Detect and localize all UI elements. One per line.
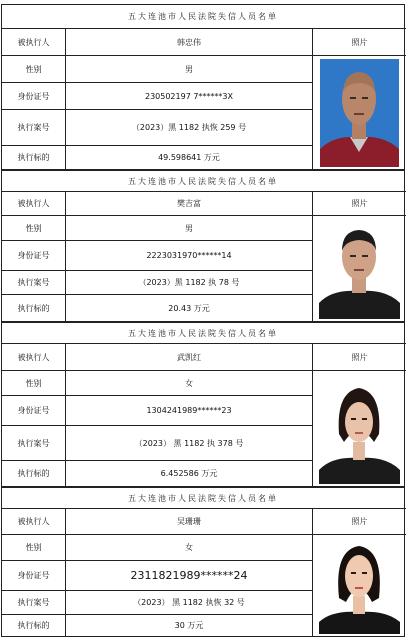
- value-id: 230502197 7******3X: [66, 83, 313, 109]
- record-title: 五大连池市人民法院失信人员名单: [128, 12, 278, 21]
- label-amount: 执行标的: [2, 295, 66, 321]
- person-photo-icon: [314, 217, 405, 321]
- value-case: （2023）黑 1182 执恢 259 号: [66, 110, 313, 145]
- value-case: （2023） 黑 1182 执恢 32 号: [66, 591, 313, 614]
- person-photo: [313, 55, 406, 169]
- record-title: 五大连池市人民法院失信人员名单: [128, 176, 278, 186]
- label-id: 身份证号: [2, 396, 66, 425]
- row-id: [2, 240, 313, 270]
- label-id: 身份证号: [2, 83, 66, 109]
- label-case: 执行案号: [2, 591, 66, 614]
- label-case: 执行案号: [2, 271, 66, 294]
- row-case: [2, 425, 313, 460]
- row-gender: [2, 370, 313, 395]
- value-name: 吴珊珊: [66, 509, 313, 534]
- label-name: 被执行人: [2, 29, 66, 55]
- value-amount: 6.452586 万元: [66, 461, 313, 486]
- label-id: 身份证号: [2, 241, 66, 270]
- photo-label: 照片: [313, 343, 406, 370]
- label-case: 执行案号: [2, 110, 66, 145]
- value-gender: 女: [66, 371, 313, 395]
- row-amount: [2, 614, 313, 636]
- record-3: [1, 322, 405, 487]
- label-amount: 执行标的: [2, 615, 66, 636]
- photo-label: 照片: [313, 28, 406, 55]
- record-title: 五大连池市人民法院失信人员名单: [128, 328, 278, 338]
- record-4: [1, 487, 405, 637]
- record-title: 五大连池市人民法院失信人员名单: [128, 493, 278, 503]
- record-1: [1, 4, 405, 170]
- value-case: （2023） 黑 1182 执 378 号: [66, 426, 313, 460]
- person-photo: [313, 215, 406, 321]
- value-name: 武凯红: [66, 344, 313, 370]
- value-id: 2223031970******14: [66, 241, 313, 270]
- value-gender: 男: [66, 216, 313, 240]
- label-gender: 性别: [2, 216, 66, 240]
- row-id: [2, 560, 313, 590]
- value-amount: 30 万元: [66, 615, 313, 636]
- value-id: 2311821989******24: [66, 561, 313, 590]
- value-gender: 男: [66, 56, 313, 82]
- person-photo: [313, 370, 406, 486]
- photo-label: 照片: [313, 508, 406, 534]
- value-name: 韩忠伟: [66, 29, 313, 55]
- label-gender: 性别: [2, 535, 66, 560]
- person-photo-icon: [314, 57, 405, 169]
- record-2: [1, 170, 405, 322]
- row-gender: [2, 215, 313, 240]
- person-photo-icon: [314, 536, 405, 636]
- label-gender: 性别: [2, 371, 66, 395]
- value-id: 1304241989******23: [66, 396, 313, 425]
- row-amount: [2, 294, 313, 321]
- label-id: 身份证号: [2, 561, 66, 590]
- label-name: 被执行人: [2, 192, 66, 215]
- row-id: [2, 395, 313, 425]
- label-name: 被执行人: [2, 509, 66, 534]
- row-case: [2, 109, 313, 145]
- label-amount: 执行标的: [2, 461, 66, 486]
- label-amount: 执行标的: [2, 146, 66, 169]
- photo-label: 照片: [313, 191, 406, 215]
- label-gender: 性别: [2, 56, 66, 82]
- value-case: （2023）黑 1182 执 78 号: [66, 271, 313, 294]
- value-name: 樊吉富: [66, 192, 313, 215]
- label-name: 被执行人: [2, 344, 66, 370]
- row-amount: [2, 460, 313, 486]
- value-gender: 女: [66, 535, 313, 560]
- person-photo: [313, 534, 406, 636]
- row-id: [2, 82, 313, 109]
- row-gender: [2, 534, 313, 560]
- label-case: 执行案号: [2, 426, 66, 460]
- row-amount: [2, 145, 313, 169]
- person-photo-icon: [314, 372, 405, 486]
- row-gender: [2, 55, 313, 82]
- value-amount: 20.43 万元: [66, 295, 313, 321]
- row-case: [2, 270, 313, 294]
- value-amount: 49.598641 万元: [66, 146, 313, 169]
- row-case: [2, 590, 313, 614]
